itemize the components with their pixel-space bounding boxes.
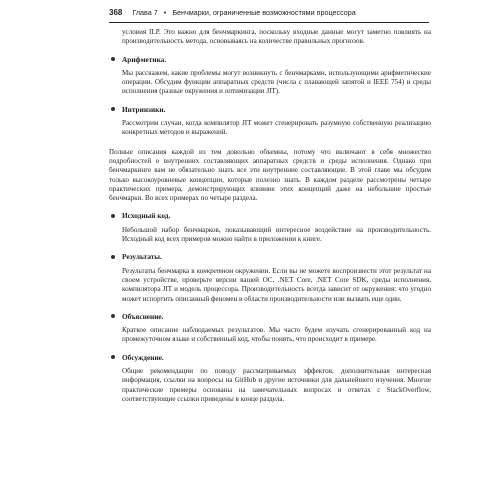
list-item-title: Исходный код. [122,211,171,221]
list-item-text: Небольшой набор бенчмарков, показывающий интересное воздействие на производительность. Исходный код всех примеров можно найти в приложении к книге. [122,225,431,244]
running-head [109,6,429,23]
chapter-title: Бенчмарки, ограниченные возможностями процессора [172,8,356,17]
main-paragraph: Полные описания каждой из тем довольно объемны, потому что включают в себя множество подробностей о внутренних составляющих аппаратных средств и среды исполнения. Однако при бенчмаркинге вам не обязательно знать все эти внутренние составляющие. В этой главе мы обсудим только высокоуровневые концепции, которые полезно знать. В каждом разделе рассмотрены четыре практических примера, демонстрирующих влияние этих концепций даже на небольшие простые бенчмарки. Во всех примерах по четыре раздела. [109,147,431,203]
list-item-title: Арифметика. [122,54,167,64]
bullet-icon [111,107,115,111]
header-separator: • [163,8,167,17]
page-content [109,28,431,404]
page-number: 368 [109,8,123,17]
bullet-icon [111,57,115,61]
text-segment: Результаты бенчмарка в [122,266,197,275]
bullet-icon [111,214,115,218]
list-item [109,211,431,244]
list-item [109,312,431,345]
list-item-title: Объяснение. [122,311,164,321]
list-item-text: Общие рекомендации по поводу рассматриваемых эффектов, дополнительная интересная информация, ссылки на вопросы на GitHub и другие источники для дальнейшего изучения. Многие практические примеры основаны на замечательных вопросах и ответах с StackOverflow, соответствующие ссылки приведены в конце раздела. [122,367,431,403]
chapter-label: Глава 7 [132,8,158,17]
bullet-icon [111,314,115,318]
list-item-text: Краткое описание наблюдаемых результатов. Мы часто будем изучать сгенерированный код на промежуточном языке и собственный код, чтобы понять, что происходит в примере. [122,326,431,344]
text-segment: окружении. Если вы не можете воспроизвести этот результат на своем устройстве, проверьте версии вашей ОС, .NET Core, .NET Core SDK, среды исполнения, компилятора JIT и модель процессора. Производительность всегда зависит от окружения: что угодно может испортить описанный феномен в области производительности или вызвать еще один. [122,266,431,303]
list-item-text: Рассмотрим случаи, когда компилятор JIT может сгенерировать разумную собственную реализацию конкретных методов и выражений. [122,119,431,137]
list-item-title: Результаты. [122,252,162,262]
list-item [109,55,431,97]
list-item-text [109,267,431,304]
list-item [109,353,431,404]
emphasis-text: конкретном [196,266,234,275]
list-item-title: Обсуждение. [122,352,164,362]
bullet-icon [111,355,115,359]
list-item [109,252,431,303]
list-item-text: Мы расскажем, какие проблемы могут возникнуть с бенчмарками, использующими арифметические операции. Обсудим функции аппаратных средств (числа с плавающей запятой и IEEE 754) и среды исполнения (разные окружения и оптимизации JIT). [122,68,431,96]
bullet-icon [111,255,115,259]
list-item [109,105,431,138]
intro-continuation: условия ILP. Это важно для бенчмаркинга, поскольку входные данные могут заметно повлиять на производительность метода, основываясь на количестве правильных прогнозов. [122,28,431,46]
list-item-title: Интринзики. [122,104,166,114]
